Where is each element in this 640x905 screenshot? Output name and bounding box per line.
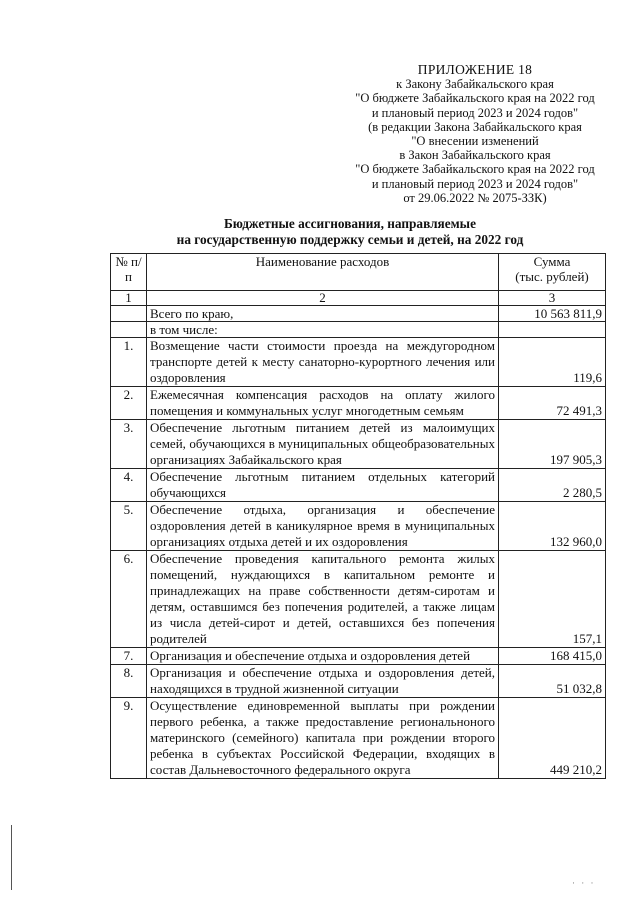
appendix-line: и плановый период 2023 и 2024 годов": [371, 105, 579, 120]
document-title: [120, 216, 580, 248]
row-name: Ежемесячная компенсация расходов на оплату жилого помещения и коммунальных услуг многодетным семьям: [147, 387, 499, 420]
appendix-line: "О внесении изменений: [411, 134, 539, 149]
total-num: [111, 306, 147, 322]
row-sum: 72 491,3: [499, 387, 606, 420]
appendix-line: "О бюджете Забайкальского края на 2022 год: [355, 162, 595, 177]
row-name: Обеспечение льготным питанием отдельных категорий обучающихся: [147, 469, 499, 502]
row-num: 2.: [111, 387, 147, 420]
row-sum: 157,1: [499, 551, 606, 648]
row-name: Обеспечение льготным питанием детей из малоимущих семей, обучающихся в муниципальных общеобразовательных организациях Забайкальского края: [147, 420, 499, 469]
appendix-line: "О бюджете Забайкальского края на 2022 год: [355, 91, 595, 106]
row-name: Организация и обеспечение отдыха и оздоровления детей, находящихся в трудной жизненной ситуации: [147, 665, 499, 698]
appendix-header: [330, 63, 620, 205]
total-sum: 10 563 811,9: [499, 306, 606, 322]
column-number: 1: [111, 291, 147, 306]
column-number-row: [111, 291, 606, 306]
total-label: Всего по краю,: [147, 306, 499, 322]
table-row: [111, 338, 606, 387]
subtotal-label: в том числе:: [147, 322, 499, 338]
header-sum: [499, 254, 606, 291]
column-number: 2: [147, 291, 499, 306]
row-num: 7.: [111, 648, 147, 665]
appendix-line: к Закону Забайкальского края: [396, 77, 554, 92]
row-sum: 51 032,8: [499, 665, 606, 698]
row-num: 8.: [111, 665, 147, 698]
budget-table: [110, 253, 606, 779]
document-title-line: Бюджетные ассигнования, направляемые: [224, 216, 476, 231]
table-row: [111, 469, 606, 502]
table-row: [111, 387, 606, 420]
row-num: 5.: [111, 502, 147, 551]
row-sum: 197 905,3: [499, 420, 606, 469]
header-sum-line: Сумма: [533, 254, 571, 269]
subtotal-num: [111, 322, 147, 338]
scan-artifact: · · ·: [572, 878, 596, 888]
header-sum-line: (тыс. рублей): [515, 269, 589, 284]
appendix-line: от 29.06.2022 № 2075-ЗЗК): [403, 190, 547, 205]
table-row: [111, 698, 606, 779]
appendix-line: и плановый период 2023 и 2024 годов": [371, 176, 579, 191]
appendix-line: (в редакции Закона Забайкальского края: [368, 119, 582, 134]
document-title-line: на государственную поддержку семьи и детей, на 2022 год: [176, 232, 524, 247]
row-sum: 449 210,2: [499, 698, 606, 779]
row-num: 6.: [111, 551, 147, 648]
row-name: Организация и обеспечение отдыха и оздоровления детей: [147, 648, 499, 665]
row-sum: 119,6: [499, 338, 606, 387]
row-sum: 2 280,5: [499, 469, 606, 502]
table-row: [111, 648, 606, 665]
row-name: Осуществление единовременной выплаты при рождении первого ребенка, а также предоставление региональноного материнского (семейного) капитала при рождении второго ребенка в субъектах Российской Федерации, входящих в состав Дальневосточного федерального округа: [147, 698, 499, 779]
table-row: [111, 665, 606, 698]
row-name: Обеспечение отдыха, организация и обеспечение оздоровления детей в каникулярное время в муниципальных организациях отдыха детей и их оздоровления: [147, 502, 499, 551]
row-num: 1.: [111, 338, 147, 387]
header-num: № п/п: [111, 254, 147, 291]
table-header-row: [111, 254, 606, 291]
column-number: 3: [499, 291, 606, 306]
row-name: Возмещение части стоимости проезда на междугородном транспорте детей к месту санаторно-курортного лечения или оздоровления: [147, 338, 499, 387]
row-sum: 132 960,0: [499, 502, 606, 551]
table-row: [111, 420, 606, 469]
table-row: [111, 502, 606, 551]
subtotal-sum: [499, 322, 606, 338]
subtotal-row: [111, 322, 606, 338]
row-num: 3.: [111, 420, 147, 469]
row-num: 4.: [111, 469, 147, 502]
header-name: Наименование расходов: [147, 254, 499, 291]
row-sum: 168 415,0: [499, 648, 606, 665]
appendix-line: в Закон Забайкальского края: [399, 148, 551, 163]
row-num: 9.: [111, 698, 147, 779]
appendix-title: ПРИЛОЖЕНИЕ 18: [417, 62, 533, 77]
margin-rule: [11, 825, 12, 890]
table-row: [111, 551, 606, 648]
row-name: Обеспечение проведения капитального ремонта жилых помещений, нуждающихся в капитальном ремонте и принадлежащих на праве собственности детям-сиротам и детям, оставшимся без попечения родителей, а также лицам из числа детей-сирот и детей, оставшихся без попечения родителей: [147, 551, 499, 648]
total-row: [111, 306, 606, 322]
